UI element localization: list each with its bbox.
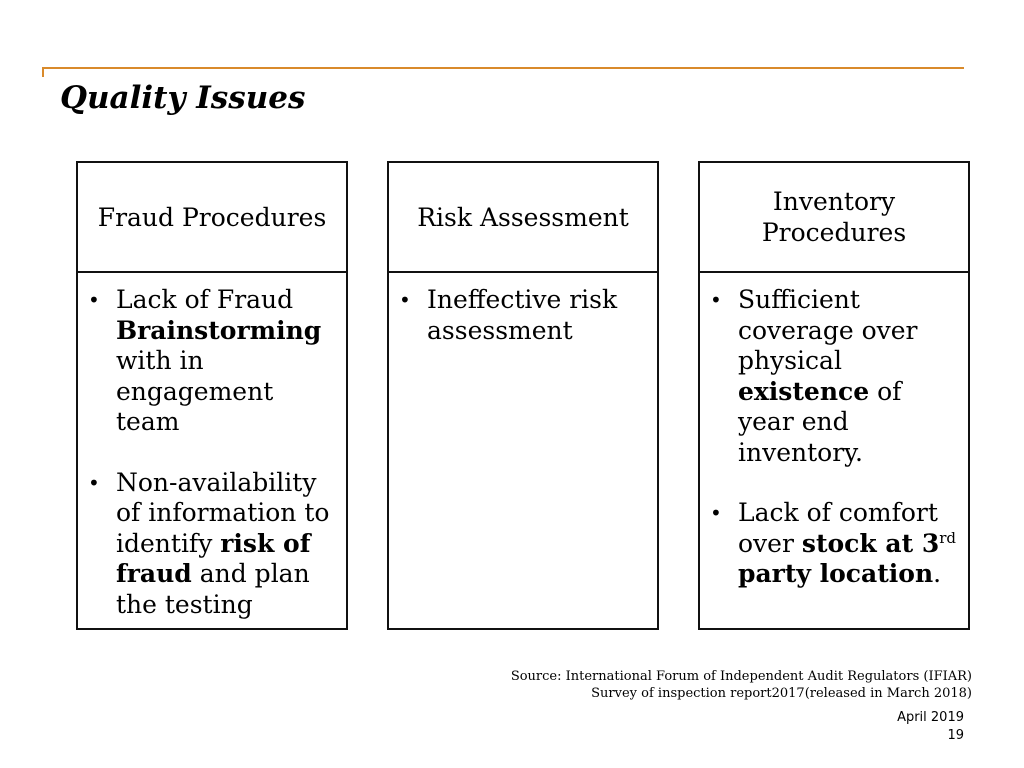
column-risk-assessment: [387, 161, 659, 630]
bullet-icon: •: [710, 288, 722, 312]
page-number: 19: [947, 728, 964, 743]
bullet-item: [88, 285, 338, 438]
source-line-2: Survey of inspection report2017(released in March 2018): [591, 686, 972, 701]
superscript-text: rd: [939, 528, 957, 547]
bullet-icon: •: [88, 288, 100, 312]
footer-date: April 2019: [897, 710, 964, 725]
text-run: and plan the testing: [116, 559, 310, 619]
title-accent-tick: [42, 67, 44, 77]
text-run: Lack of comfort over: [738, 498, 938, 558]
emphasis-text: party location: [738, 559, 934, 588]
text-run: with in engagement team: [116, 346, 274, 436]
text-run: Non-availability of information to identify: [116, 467, 330, 558]
bullet-text: [738, 285, 960, 468]
emphasis-text: risk of fraud: [116, 528, 311, 588]
column-heading: Fraud Procedures: [78, 163, 346, 273]
bullet-text: [427, 285, 649, 346]
emphasis-text: stock at 3: [801, 528, 940, 558]
column-inventory-procedures: [698, 161, 970, 630]
column-heading: Inventory Procedures: [700, 163, 968, 273]
title-accent-rule: [42, 67, 964, 69]
source-line-1: Source: International Forum of Independent Audit Regulators (IFIAR): [510, 669, 972, 684]
text-run: Lack of Fraud: [116, 285, 294, 314]
column-body: [700, 273, 968, 590]
bullet-item: [399, 285, 649, 346]
emphasis-text: existence: [738, 376, 870, 406]
column-fraud-procedures: [76, 161, 348, 630]
source-note: [511, 668, 972, 702]
bullet-text: [738, 498, 960, 590]
bullet-icon: •: [399, 288, 411, 312]
emphasis-text: Brainstorming: [116, 315, 322, 345]
bullet-item: [710, 498, 960, 590]
column-body: [78, 273, 346, 620]
bullet-item: [88, 468, 338, 621]
text-run: Ineffective risk assessment: [427, 285, 618, 345]
bullet-icon: •: [88, 470, 100, 495]
slide-title: Quality Issues: [60, 80, 306, 116]
column-heading: Risk Assessment: [389, 163, 657, 273]
bullet-text: [116, 285, 338, 438]
bullet-item: [710, 285, 960, 468]
text-run: Sufficient coverage over physical: [738, 285, 918, 375]
column-body: [389, 273, 657, 346]
text-run: of year end inventory.: [738, 376, 902, 467]
text-run: .: [933, 559, 942, 588]
bullet-text: [116, 468, 338, 621]
bullet-icon: •: [710, 501, 722, 525]
